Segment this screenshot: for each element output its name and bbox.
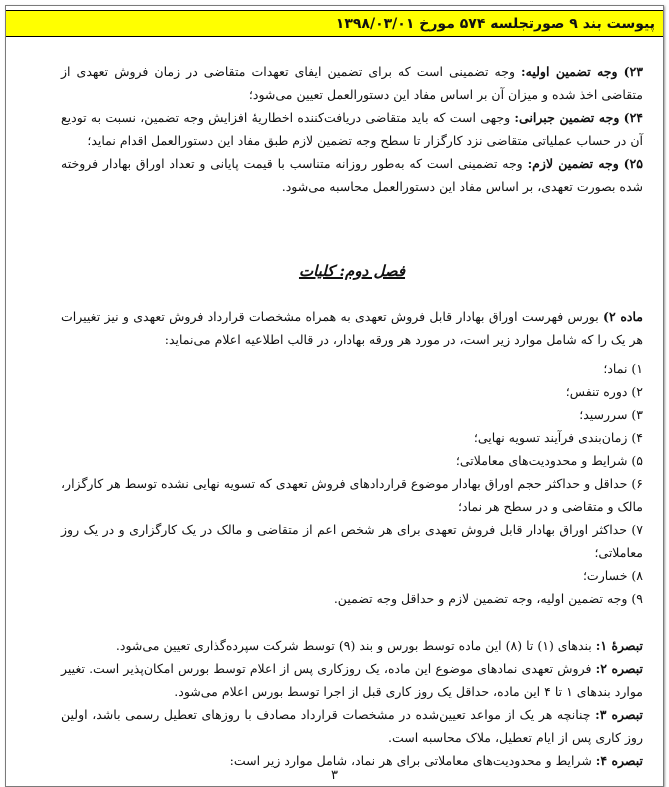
note-item: [61, 703, 643, 749]
article-item: ۹) وجه تضمین اولیه، وجه تضمین لازم و حداقل وجه تضمین.: [333, 591, 643, 606]
definitions-list: [61, 60, 643, 198]
definition-item: [61, 152, 643, 198]
note-label: تبصره ۲:: [595, 661, 644, 676]
note-text: شرایط و محدودیت‌های معاملاتی برای هر نماد، شامل موارد زیر است:: [229, 753, 596, 768]
document-page: [5, 5, 664, 787]
definition-item: [61, 60, 643, 106]
definition-text: وجهی است که باید متقاضی دریافت‌کننده اخطاریهٔ افزایش وجه تضمین، نسبت به تودیع آن در حساب عملیاتی متقاضی نزد کارگزار تا سطح وجه تضمین لازم طبق مفاد این دستورالعمل اقدام نماید؛: [61, 110, 643, 148]
definition-text: وجه تضمینی است که به‌طور روزانه متناسب با قیمت پایانی و تعداد اوراق بهادار فروخته شده بصورت تعهدی، بر اساس مفاد این دستورالعمل محاسبه می‌شود.: [61, 156, 643, 194]
appendix-header: پیوست بند ۹ صورتجلسه ۵۷۴ مورخ ۱۳۹۸/۰۳/۰۱: [6, 10, 663, 37]
article-item: ۳) سررسید؛: [579, 407, 643, 422]
definition-term: وجه تضمین لازم:: [527, 156, 619, 171]
note-item: [61, 657, 643, 703]
definition-number: ۲۵): [623, 156, 643, 171]
chapter-title-text: فصل دوم: کلیات: [298, 262, 406, 280]
notes-list: [61, 634, 643, 772]
article-label: ماده ۲): [603, 309, 643, 324]
definition-number: ۲۴): [623, 110, 643, 125]
page-number: ۳: [331, 768, 338, 783]
article-item: ۸) خسارت؛: [582, 568, 643, 583]
article-item: ۷) حداکثر اوراق بهادار قابل فروش تعهدی برای هر شخص اعم از متقاضی و مالک در یک کارگزاری و در یک روز معاملاتی؛: [61, 522, 643, 560]
note-text: بندهای (۱) تا (۸) این ماده توسط بورس و بند (۹) توسط شرکت سپرده‌گذاری تعیین می‌شود.: [115, 638, 596, 653]
article-item: ۴) زمان‌بندی فرآیند تسویه نهایی؛: [473, 430, 643, 445]
note-label: تبصرهٔ ۱:: [595, 638, 643, 653]
page-content: [61, 60, 643, 772]
note-label: تبصره ۴:: [595, 753, 643, 768]
definition-item: [61, 106, 643, 152]
note-text: فروش تعهدی نمادهای موضوع این ماده، یک روزکاری پس از اعلام توسط بورس امکان‌پذیر است. تغییر موارد بندهای ۱ تا ۴ این ماده، حداقل یک روز کاری قبل از اجرا توسط بورس اعلام می‌شود.: [61, 661, 643, 699]
definition-term: وجه تضمین جبرانی:: [514, 110, 620, 125]
article-item: ۶) حداقل و حداکثر حجم اوراق بهادار موضوع قراردادهای فروش تعهدی که تسویه نهایی نشده توسط هر کارگزار، مالک و متقاضی و در سطح هر نماد؛: [61, 476, 643, 514]
article-item: ۵) شرایط و محدودیت‌های معاملاتی؛: [455, 453, 643, 468]
note-item: [61, 634, 643, 657]
definition-number: ۲۳): [623, 64, 643, 79]
chapter-title: [61, 260, 643, 283]
article-item: ۱) نماد؛: [603, 361, 643, 376]
article-text: بورس فهرست اوراق بهادار قابل فروش تعهدی به همراه مشخصات قرارداد فروش تعهدی و نیز تغییرات هر یک را که شامل موارد زیر است، در مورد هر ورقه بهادار، در قالب اطلاعیه اعلام می‌نماید:: [61, 309, 643, 347]
article-items: [61, 357, 643, 610]
definition-term: وجه تضمین اولیه:: [521, 64, 618, 79]
article-2: [61, 305, 643, 351]
note-label: تبصره ۳:: [595, 707, 644, 722]
note-text: چنانچه هر یک از مواعد تعیین‌شده در مشخصات قرارداد مصادف با روزهای تعطیل رسمی باشد، اولین روز کاری پس از ایام تعطیل، ملاک محاسبه است.: [61, 707, 643, 745]
definition-text: وجه تضمینی است که برای تضمین ایفای تعهدات متقاضی در زمان فروش تعهدی از متقاضی اخذ شده و میزان آن بر اساس مفاد این دستورالعمل تعیین می‌شود؛: [61, 64, 643, 102]
article-item: ۲) دوره تنفس؛: [565, 384, 643, 399]
